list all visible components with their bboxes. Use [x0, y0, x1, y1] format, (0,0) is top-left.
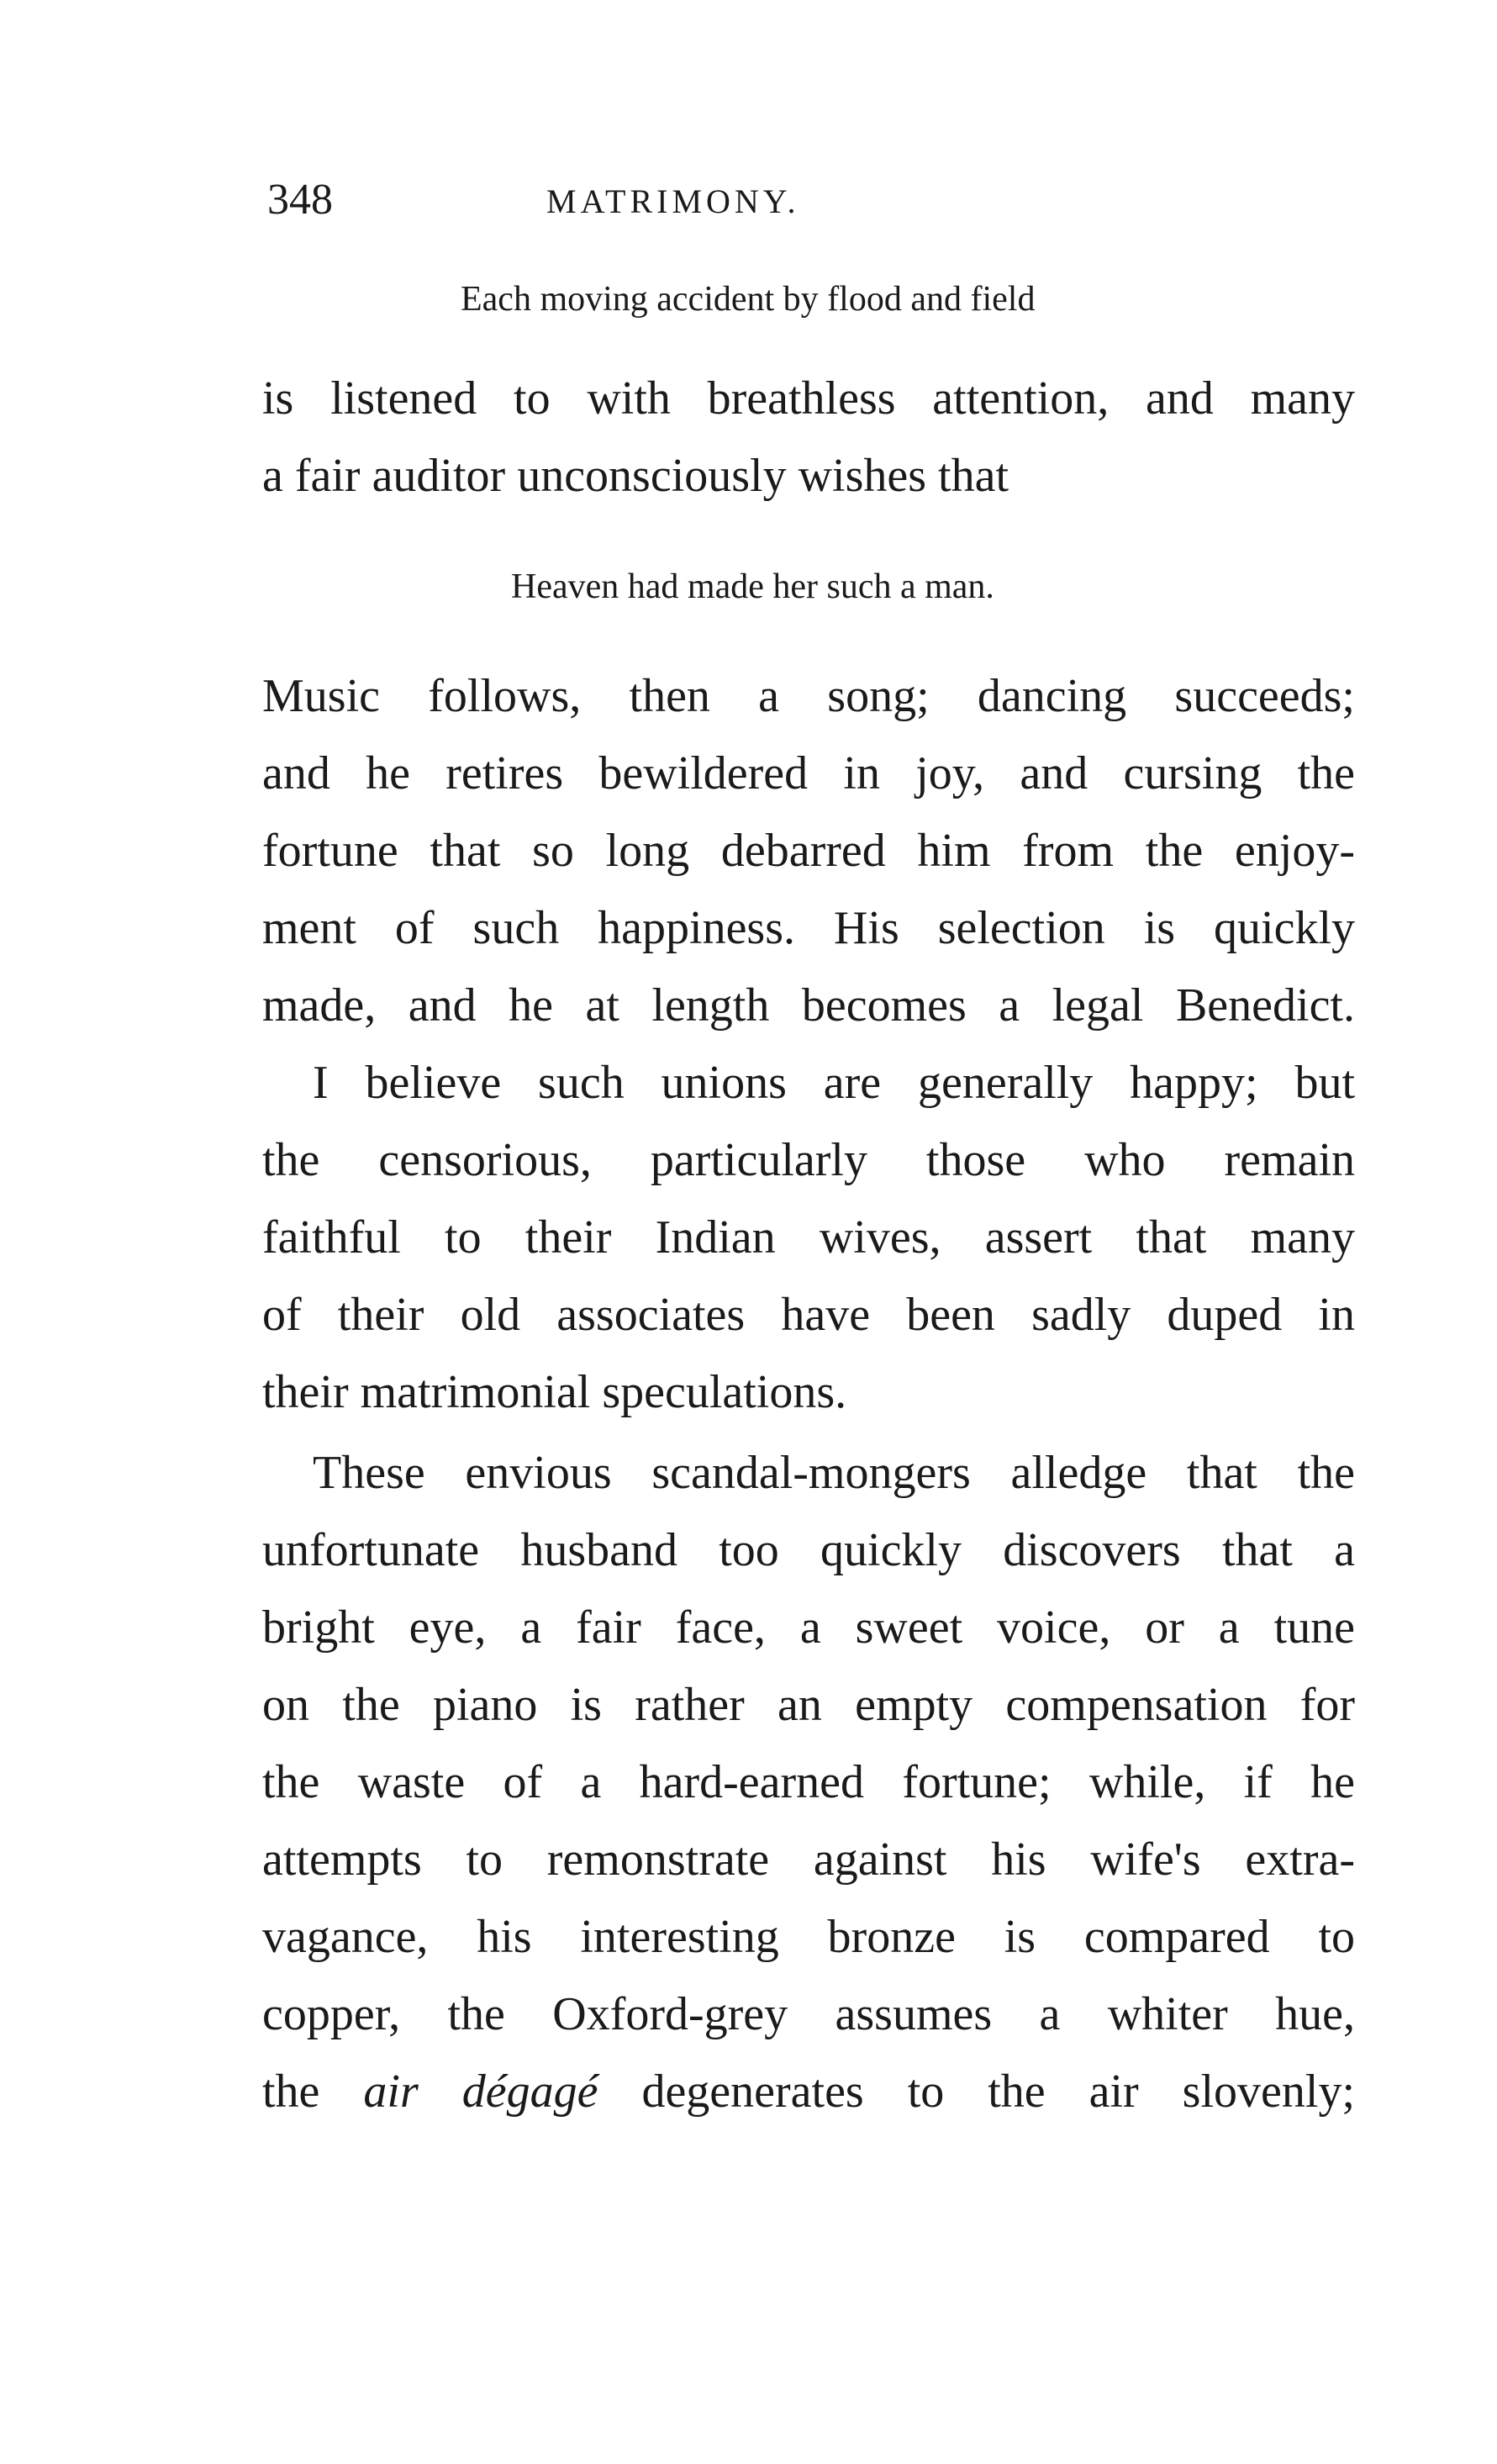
verse-quote-2: Heaven had made her such a man.	[511, 567, 994, 606]
text-line: unfortunate husband too quickly discovers that a	[262, 1524, 1355, 1576]
text-line: vagance, his interesting bronze is compared to	[262, 1911, 1355, 1963]
page-number: 348	[267, 176, 333, 224]
text-line: a fair auditor unconsciously wishes that	[262, 450, 1009, 502]
paragraph-1	[262, 360, 1355, 514]
text-line: the waste of a hard-earned fortune; while, if he	[262, 1756, 1355, 1808]
text-line: their matrimonial speculations.	[262, 1366, 847, 1418]
text-line: copper, the Oxford-grey assumes a whiter hue,	[262, 1988, 1355, 2040]
text-line: ment of such happiness. His selection is quickly	[262, 902, 1355, 954]
paragraph-4	[262, 1434, 1355, 2130]
verse-quote-1: Each moving accident by flood and field	[461, 280, 1036, 319]
running-head: MATRIMONY.	[546, 182, 800, 220]
text-line: These envious scandal-mongers alledge that the	[313, 1447, 1355, 1499]
text-line: is listened to with breathless attention, and many	[262, 372, 1355, 425]
text-line: and he retires bewildered in joy, and cursing the	[262, 747, 1355, 799]
text-line: I believe such unions are generally happy; but	[313, 1057, 1355, 1109]
text-line: made, and he at length becomes a legal Benedict.	[262, 979, 1355, 1032]
text-line: Music follows, then a song; dancing succeeds;	[262, 670, 1355, 722]
text-line: faithful to their Indian wives, assert that many	[262, 1211, 1355, 1264]
text-line: attempts to remonstrate against his wife's extra-	[262, 1833, 1355, 1886]
final-line-before: the	[262, 2066, 320, 2118]
text-line: fortune that so long debarred him from the enjoy-	[262, 825, 1355, 877]
final-line-after: degenerates to the air slovenly;	[641, 2066, 1356, 2118]
text-line: the censorious, particularly those who remain	[262, 1134, 1355, 1186]
paragraph-2-and-3	[262, 657, 1355, 1431]
text-line: on the piano is rather an empty compensation for	[262, 1679, 1355, 1731]
text-line-final	[262, 2053, 1355, 2130]
italic-phrase: air dégagé	[363, 2066, 598, 2118]
text-line: of their old associates have been sadly duped in	[262, 1289, 1355, 1341]
text-line: bright eye, a fair face, a sweet voice, or a tune	[262, 1601, 1355, 1654]
